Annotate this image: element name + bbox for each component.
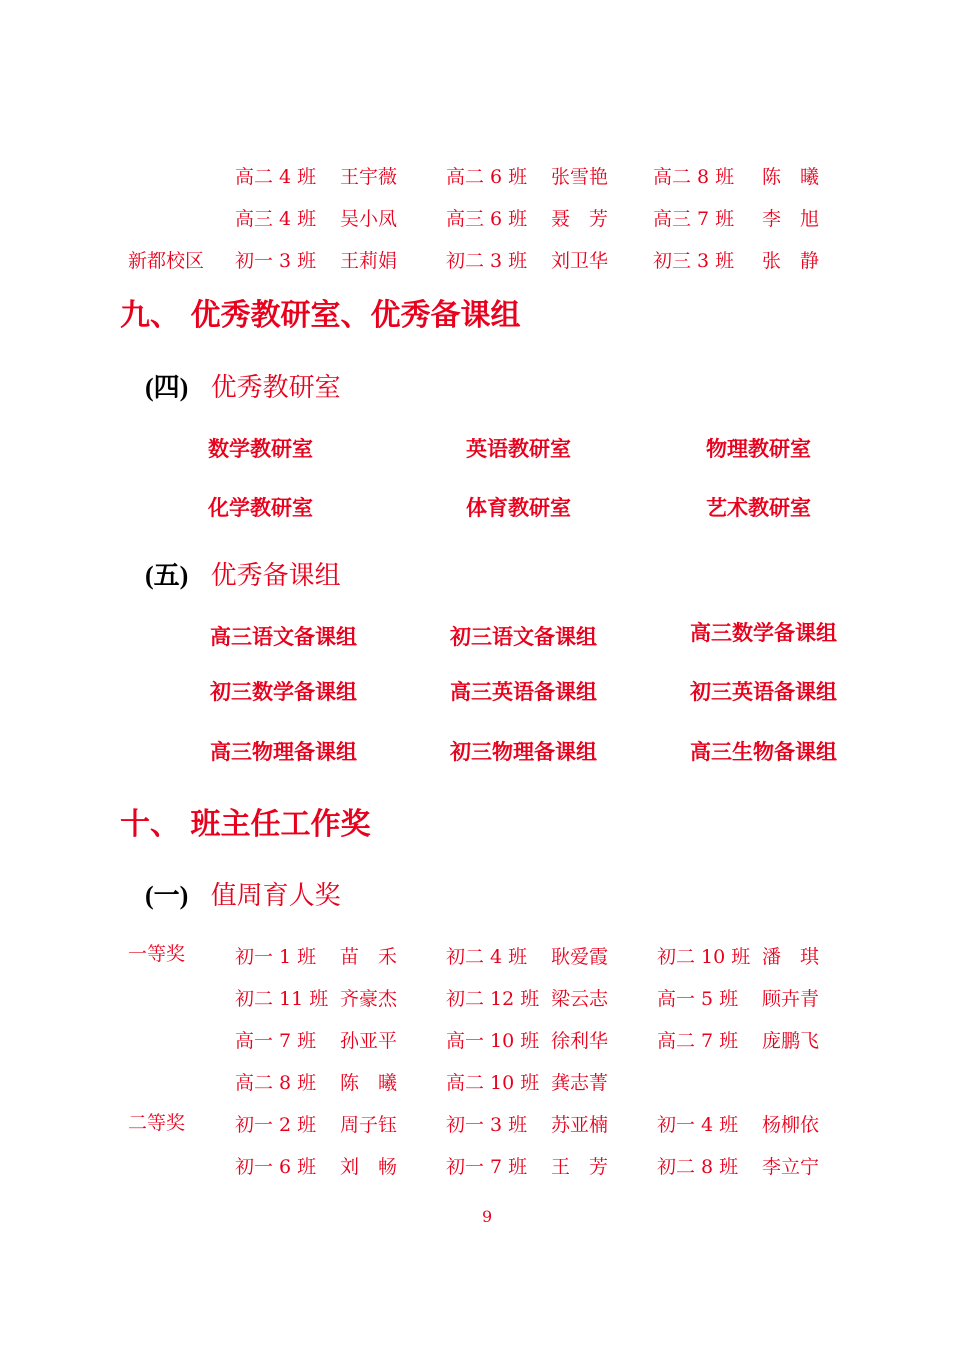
class-cell: 初二 3 班	[446, 250, 528, 272]
lesson-group-item: 初三数学备课组	[210, 680, 357, 704]
teacher-name: 李 旭	[762, 208, 820, 230]
class-cell: 初二 4 班	[446, 946, 528, 968]
subsection-label: 优秀备课组	[210, 561, 341, 591]
teacher-name: 庞鹏飞	[762, 1030, 820, 1052]
class-cell: 高二 8 班	[653, 166, 735, 188]
lesson-group-item: 初三物理备课组	[450, 740, 597, 764]
subsection-label: 优秀教研室	[210, 373, 341, 403]
class-cell: 初一 3 班	[446, 1114, 528, 1136]
research-office-item: 物理教研室	[706, 437, 811, 461]
teacher-name: 徐利华	[551, 1030, 609, 1052]
class-cell: 初二 10 班	[657, 946, 751, 968]
class-cell: 高三 4 班	[235, 208, 317, 230]
teacher-name: 刘 畅	[340, 1156, 398, 1178]
subsection-label: 值周育人奖	[210, 881, 341, 911]
section-nine-heading: 九、 优秀教研室、优秀备课组	[120, 298, 521, 333]
teacher-name: 杨柳依	[762, 1114, 820, 1136]
teacher-name: 顾卉青	[762, 988, 820, 1010]
class-cell: 初一 4 班	[657, 1114, 739, 1136]
teacher-name: 王 芳	[551, 1156, 609, 1178]
class-cell: 初一 6 班	[235, 1156, 317, 1178]
teacher-name: 张 静	[762, 250, 820, 272]
lesson-group-item: 高三英语备课组	[450, 680, 597, 704]
prize-level-label: 一等奖	[128, 943, 186, 965]
class-cell: 初一 2 班	[235, 1114, 317, 1136]
prize-level-label: 二等奖	[128, 1112, 186, 1134]
research-office-item: 英语教研室	[466, 437, 571, 461]
class-cell: 高二 4 班	[235, 166, 317, 188]
teacher-name: 吴小凤	[340, 208, 398, 230]
teacher-name: 耿爱霞	[551, 946, 609, 968]
teacher-name: 周子钰	[340, 1114, 398, 1136]
class-cell: 高二 6 班	[446, 166, 528, 188]
teacher-name: 李立宁	[762, 1156, 820, 1178]
class-cell: 初一 1 班	[235, 946, 317, 968]
research-office-item: 数学教研室	[208, 437, 313, 461]
class-cell: 高三 6 班	[446, 208, 528, 230]
teacher-name: 聂 芳	[551, 208, 609, 230]
teacher-name: 梁云志	[551, 988, 609, 1010]
class-cell: 初一 7 班	[446, 1156, 528, 1178]
class-cell: 初一 3 班	[235, 250, 317, 272]
research-office-item: 化学教研室	[208, 496, 313, 520]
lesson-group-item: 高三语文备课组	[210, 625, 357, 649]
class-cell: 初二 8 班	[657, 1156, 739, 1178]
class-cell: 初三 3 班	[653, 250, 735, 272]
lesson-group-item: 高三物理备课组	[210, 740, 357, 764]
class-cell: 高三 7 班	[653, 208, 735, 230]
campus-label: 新都校区	[128, 250, 205, 272]
lesson-group-item: 初三语文备课组	[450, 625, 597, 649]
teacher-name: 苗 禾	[340, 946, 398, 968]
teacher-name: 孙亚平	[340, 1030, 398, 1052]
teacher-name: 王宇薇	[340, 166, 398, 188]
subsection-five-heading	[145, 555, 341, 592]
teacher-name: 苏亚楠	[551, 1114, 609, 1136]
class-cell: 高二 7 班	[657, 1030, 739, 1052]
teacher-name: 王莉娟	[340, 250, 398, 272]
subsection-number: (五)	[145, 561, 189, 590]
teacher-name: 陈 曦	[340, 1072, 398, 1094]
teacher-name: 陈 曦	[762, 166, 820, 188]
class-cell: 高一 7 班	[235, 1030, 317, 1052]
subsection-number: (一)	[145, 881, 189, 910]
teacher-name: 齐豪杰	[340, 988, 398, 1010]
teacher-name: 龚志菁	[551, 1072, 609, 1094]
subsection-one-heading	[145, 875, 341, 912]
section-ten-heading: 十、 班主任工作奖	[120, 807, 371, 842]
research-office-item: 艺术教研室	[706, 496, 811, 520]
page-number: 9	[482, 1207, 493, 1226]
class-cell: 高二 8 班	[235, 1072, 317, 1094]
class-cell: 高一 5 班	[657, 988, 739, 1010]
teacher-name: 潘 琪	[762, 946, 820, 968]
research-office-item: 体育教研室	[466, 496, 571, 520]
subsection-number: (四)	[145, 373, 189, 402]
teacher-name: 张雪艳	[551, 166, 609, 188]
subsection-four-heading	[145, 367, 341, 404]
teacher-name: 刘卫华	[551, 250, 609, 272]
lesson-group-item: 高三数学备课组	[690, 621, 837, 645]
lesson-group-item: 高三生物备课组	[690, 740, 837, 764]
class-cell: 初二 11 班	[235, 988, 329, 1010]
class-cell: 高二 10 班	[446, 1072, 540, 1094]
class-cell: 高一 10 班	[446, 1030, 540, 1052]
lesson-group-item: 初三英语备课组	[690, 680, 837, 704]
class-cell: 初二 12 班	[446, 988, 540, 1010]
